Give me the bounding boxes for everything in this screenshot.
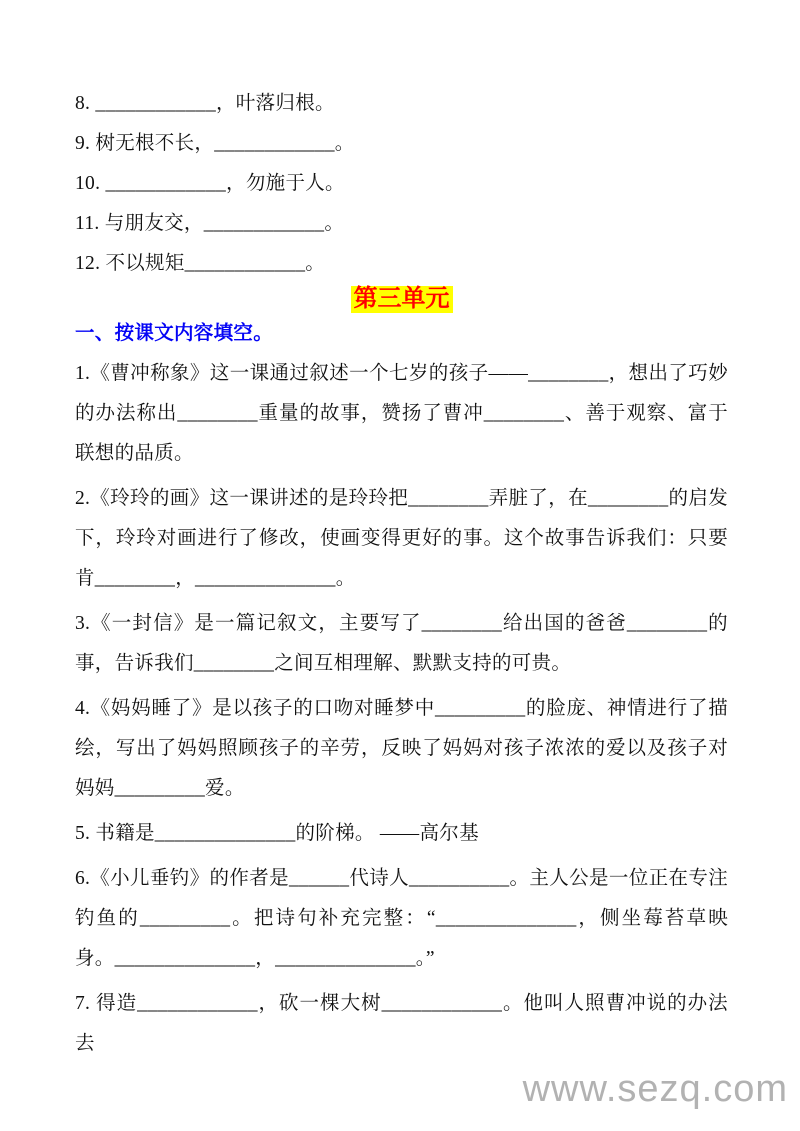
question-paragraph: 7. 得造____________，砍一棵大树____________。他叫人照曹冲说的办法去 [75, 993, 728, 1054]
unit-header-row [75, 286, 728, 314]
proverb-fill-in-list [75, 84, 728, 284]
question-list [75, 354, 728, 1064]
proverb-line: 8. ____________，叶落归根。 [75, 93, 335, 114]
question-paragraph: 2.《玲玲的画》这一课讲述的是玲玲把________弄脏了，在________的启发下，玲玲对画进行了修改，使画变得更好的事。这个故事告诉我们：只要肯________，______________。 [75, 488, 728, 589]
question-paragraph: 4.《妈妈睡了》是以孩子的口吻对睡梦中_________的脸庞、神情进行了描绘，写出了妈妈照顾孩子的辛劳，反映了妈妈对孩子浓浓的爱以及孩子对妈妈_________爱。 [75, 698, 728, 799]
proverb-line: 12. 不以规矩____________。 [75, 253, 326, 274]
proverb-line: 9. 树无根不长，____________。 [75, 133, 355, 154]
watermark: www.sezq.com [522, 1068, 788, 1110]
question-paragraph: 6.《小儿垂钓》的作者是______代诗人__________。主人公是一位正在专注钓鱼的_________。把诗句补充完整：“______________，侧坐莓苔草映身。______________，______________。” [75, 868, 728, 969]
question-paragraph: 3.《一封信》是一篇记叙文，主要写了________给出国的爸爸________的事，告诉我们________之间互相理解、默默支持的可贵。 [75, 613, 728, 674]
unit-header: 第三单元 [351, 286, 453, 313]
question-paragraph: 5. 书籍是______________的阶梯。 ——高尔基 [75, 823, 479, 844]
proverb-line: 10. ____________，勿施于人。 [75, 173, 345, 194]
section-header: 一、按课文内容填空。 [75, 323, 274, 344]
proverb-line: 11. 与朋友交，____________。 [75, 213, 345, 234]
question-paragraph: 1.《曹冲称象》这一课通过叙述一个七岁的孩子——________，想出了巧妙的办法称出________重量的故事，赞扬了曹冲________、善于观察、富于联想的品质。 [75, 363, 728, 464]
